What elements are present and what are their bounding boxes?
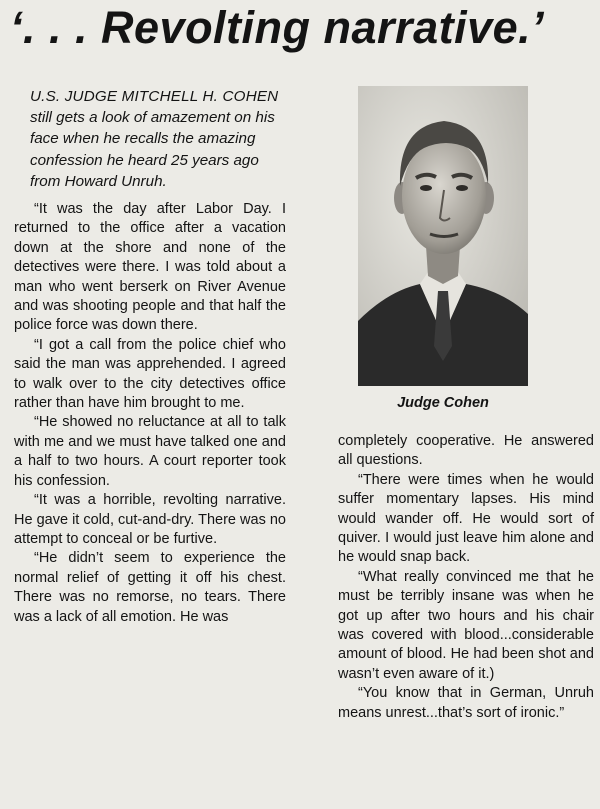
- right-column: [338, 432, 594, 723]
- body-paragraph: “There were times when he would suffer momentary lapses. His mind would wander off. He would sort of quiver. I would just leave him alone and he would snap back.: [338, 471, 594, 566]
- body-paragraph: “I got a call from the police chief who said the man was apprehended. I agreed to walk over to the city detectives office rather than have him brought to me.: [14, 336, 286, 412]
- lead-caps: U.S. JUDGE MITCHELL H. COHEN: [30, 88, 279, 105]
- body-paragraph: “He didn’t seem to experience the normal relief of getting it off his chest. There was no remorse, no tears. There was a lack of all emotion. He was: [14, 550, 286, 625]
- portrait-illustration: [358, 86, 528, 386]
- body-paragraph: “What really convinced me that he must be terribly insane was when he got up after two hours and his chair was covered with blood...considerable amount of blood. He had been shot and wasn’t even aware of it.): [338, 568, 594, 682]
- body-paragraph: “He showed no reluctance at all to talk with me and we must have talked one and a half to two hours. A court reporter took his confession.: [14, 414, 286, 489]
- photo-caption: Judge Cohen: [397, 395, 489, 411]
- body-paragraph: “It was a horrible, revolting narrative. He gave it cold, cut-and-dry. There was no attempt to conceal or be furtive.: [14, 492, 286, 547]
- headline: ‘. . . Revolting narrative.’: [10, 2, 545, 53]
- body-paragraph: “It was the day after Labor Day. I returned to the office after a vacation down at the shore and none of the detectives were there. I was told about a man who went berserk on River Avenue and was shooting people and that half the police force was down there.: [14, 201, 286, 334]
- body-paragraph: completely cooperative. He answered all questions.: [338, 433, 594, 469]
- lead-paragraph: [14, 86, 286, 192]
- body-paragraph: “You know that in German, Unruh means unrest...that’s sort of ironic.”: [338, 685, 594, 721]
- lead-text: still gets a look of amazement on his face when he recalls the amazing confession he heard 25 years ago from Howard Unruh.: [30, 109, 275, 190]
- left-column: [14, 86, 286, 627]
- judge-portrait-photo: [358, 86, 528, 386]
